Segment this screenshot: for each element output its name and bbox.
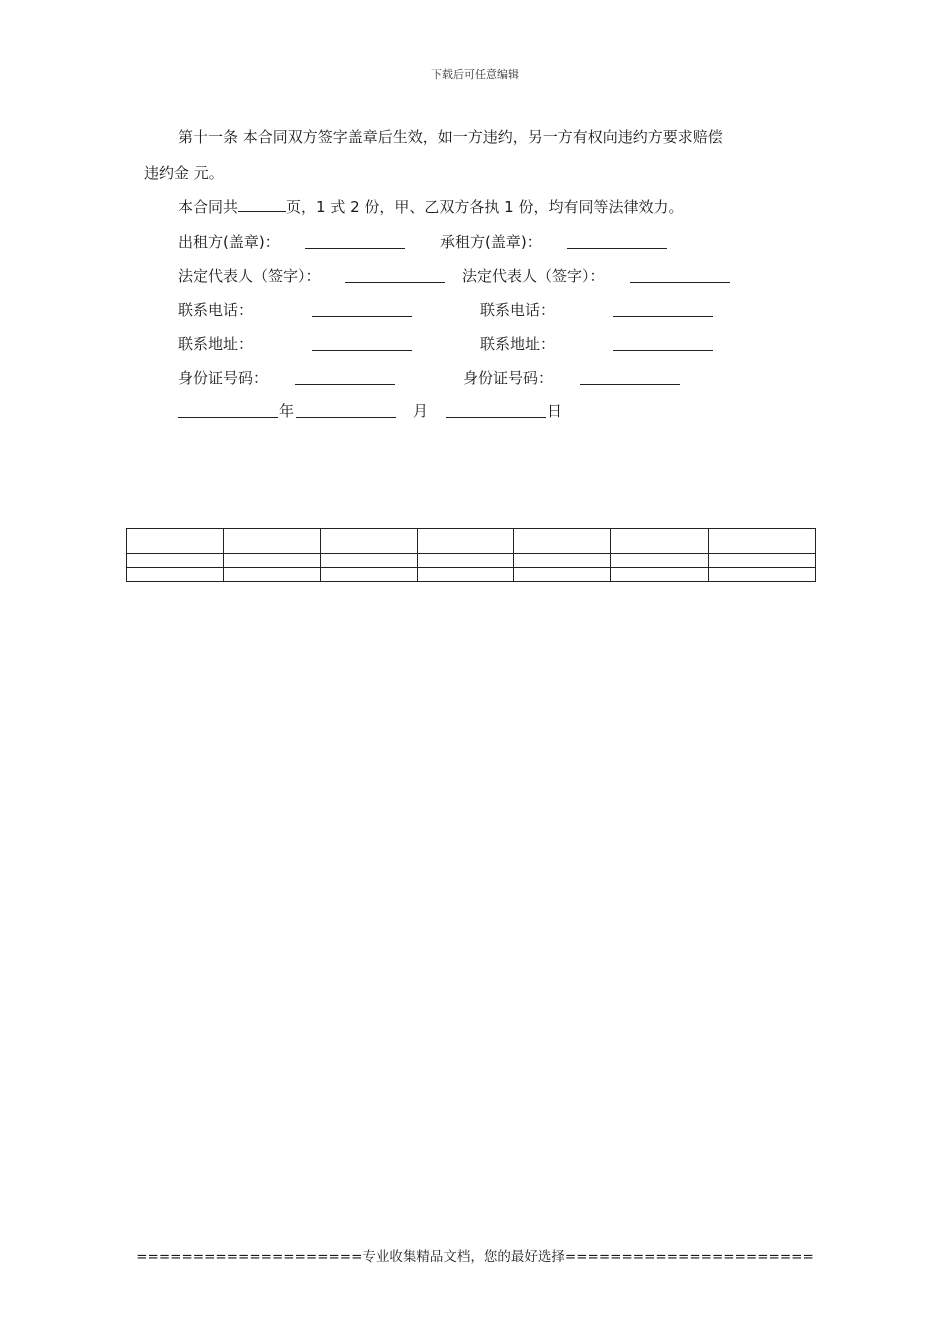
address-right-label: 联系地址： [480, 335, 556, 353]
table-cell[interactable] [417, 554, 514, 568]
table-cell[interactable] [417, 529, 514, 554]
id-left-blank[interactable] [295, 370, 395, 385]
lessee-seal-blank[interactable] [567, 234, 667, 249]
lessor-seal-blank[interactable] [305, 234, 405, 249]
address-right-blank[interactable] [613, 336, 713, 351]
table-cell[interactable] [127, 568, 224, 582]
table-cell[interactable] [611, 568, 709, 582]
phone-left-label: 联系电话： [178, 301, 254, 319]
date-year-label: 年 [279, 402, 295, 420]
address-left-label: 联系地址： [178, 335, 254, 353]
phone-right-label: 联系电话： [480, 301, 556, 319]
table-cell[interactable] [223, 529, 320, 554]
page-footer: ====================专业收集精品文档，您的最好选择====================== [136, 1249, 814, 1265]
table-cell[interactable] [223, 568, 320, 582]
table-cell[interactable] [127, 529, 224, 554]
table-cell[interactable] [611, 554, 709, 568]
id-right-label: 身份证号码： [463, 369, 554, 387]
date-month-label: 月 [413, 402, 429, 420]
article-11-line1: 第十一条 本合同双方签字盖章后生效，如一方违约，另一方有权向违约方要求赔偿 [178, 128, 723, 146]
phone-left-blank[interactable] [312, 302, 412, 317]
id-right-blank[interactable] [580, 370, 680, 385]
pages-blank[interactable] [238, 197, 286, 212]
phone-right-blank[interactable] [613, 302, 713, 317]
table-row [127, 554, 816, 568]
article-11-line2: 违约金 元。 [144, 164, 224, 182]
address-left-blank[interactable] [312, 336, 412, 351]
lessor-seal-label: 出租方(盖章)： [178, 233, 280, 251]
table-cell[interactable] [514, 554, 611, 568]
date-year-blank[interactable] [178, 403, 278, 418]
pages-clause-before: 本合同共 [178, 198, 239, 216]
table-cell[interactable] [320, 554, 417, 568]
legal-rep-left-blank[interactable] [345, 268, 445, 283]
empty-table [126, 528, 816, 582]
table-cell[interactable] [709, 554, 816, 568]
pages-clause [178, 197, 684, 217]
legal-rep-right-label: 法定代表人（签字）： [462, 267, 605, 285]
table-row [127, 568, 816, 582]
table-cell[interactable] [611, 529, 709, 554]
table-cell[interactable] [514, 529, 611, 554]
table-cell[interactable] [709, 568, 816, 582]
table-cell[interactable] [223, 554, 320, 568]
table-cell[interactable] [320, 529, 417, 554]
pages-clause-after: 页，1 式 2 份，甲、乙双方各执 1 份，均有同等法律效力。 [286, 198, 684, 216]
table-cell[interactable] [320, 568, 417, 582]
table-cell[interactable] [417, 568, 514, 582]
legal-rep-left-label: 法定代表人（签字）： [178, 267, 321, 285]
date-day-label: 日 [547, 402, 563, 420]
lessee-seal-label: 承租方(盖章)： [440, 233, 542, 251]
page-header: 下载后可任意编辑 [431, 68, 519, 81]
id-left-label: 身份证号码： [178, 369, 269, 387]
date-day-blank[interactable] [446, 403, 546, 418]
legal-rep-right-blank[interactable] [630, 268, 730, 283]
table-cell[interactable] [709, 529, 816, 554]
date-month-blank[interactable] [296, 403, 396, 418]
table-cell[interactable] [127, 554, 224, 568]
table-cell[interactable] [514, 568, 611, 582]
table-row [127, 529, 816, 554]
